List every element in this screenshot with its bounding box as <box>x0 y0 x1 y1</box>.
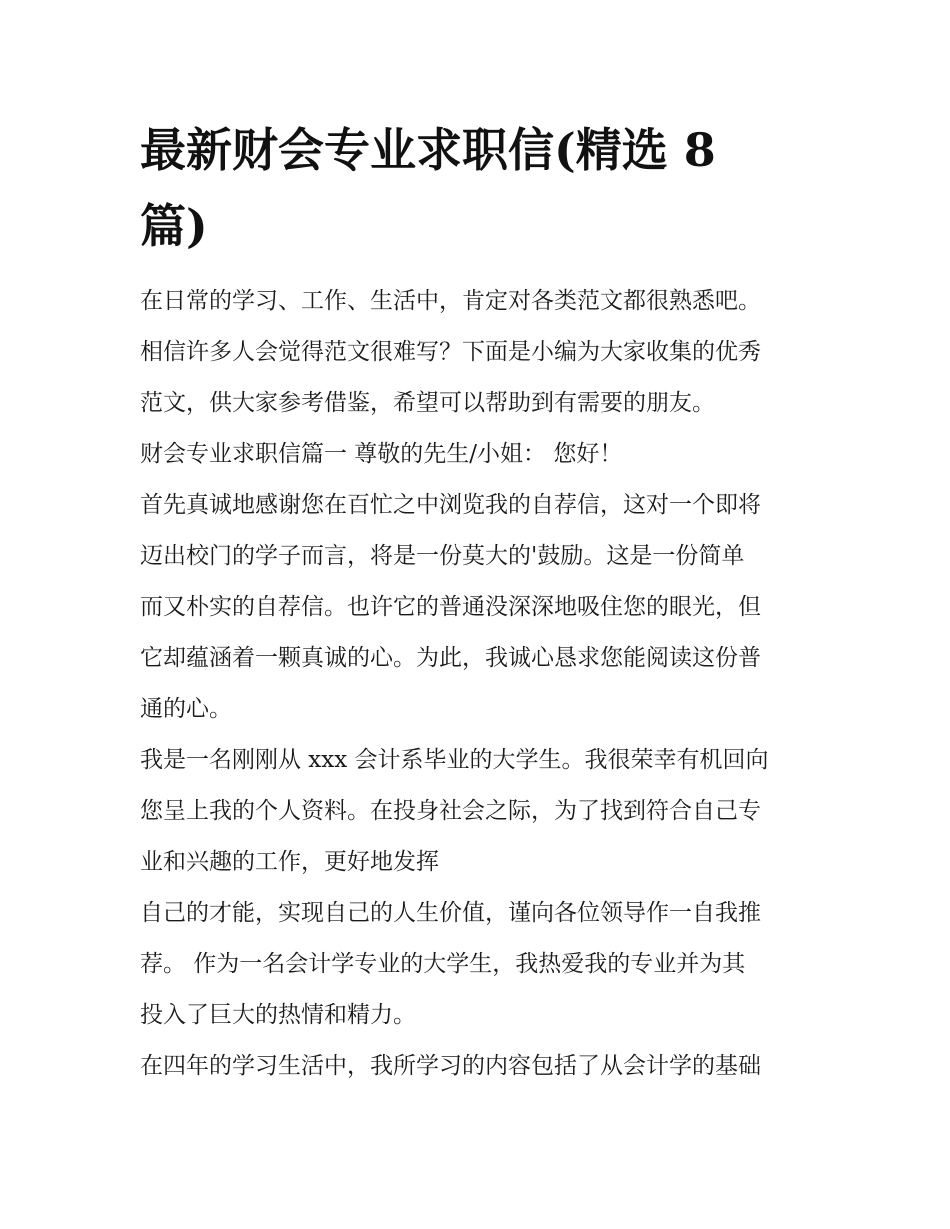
body-line: 您呈上我的个人资料。在投身社会之际，为了找到符合自己专 <box>140 798 761 824</box>
title-line-1: 最新财会专业求职信(精选 8 <box>140 123 716 177</box>
body-line: 业和兴趣的工作，更好地发挥 <box>140 849 439 875</box>
body-line: 它却蕴涵着一颗真诚的心。为此，我诚心恳求您能阅读这份普 <box>140 645 761 671</box>
body-line: 而又朴实的自荐信。也许它的普通没深深地吸住您的眼光，但 <box>140 594 761 620</box>
body-line: 相信许多人会觉得范文很难写？下面是小编为大家收集的优秀 <box>140 339 761 365</box>
body-line: 首先真诚地感谢您在百忙之中浏览我的自荐信，这对一个即将 <box>140 492 761 518</box>
title-line-2: 篇) <box>140 199 208 253</box>
body-line: 在四年的学习生活中，我所学习的内容包括了从会计学的基础 <box>140 1053 761 1079</box>
body-line: 自己的才能，实现自己的人生价值，谨向各位领导作一自我推 <box>140 900 761 926</box>
body-line: 范文，供大家参考借鉴，希望可以帮助到有需要的朋友。 <box>140 390 715 416</box>
body-line: 迈出校门的学子而言，将是一份莫大的'鼓励。这是一份简单 <box>140 543 745 569</box>
section-heading-line: 财会专业求职信篇一 尊敬的先生/小姐： 您好！ <box>140 441 623 467</box>
body-line: 荐。 作为一名会计学专业的大学生，我热爱我的专业并为其 <box>140 951 746 977</box>
body-line: 我是一名刚刚从 xxx 会计系毕业的大学生。我很荣幸有机回向 <box>140 747 769 773</box>
body-line: 投入了巨大的热情和精力。 <box>140 1002 416 1028</box>
body-line: 在日常的学习、工作、生活中，肯定对各类范文都很熟悉吧。 <box>140 288 761 314</box>
body-line: 通的心。 <box>140 696 232 722</box>
document-title <box>140 112 780 264</box>
document-body <box>140 276 812 1092</box>
